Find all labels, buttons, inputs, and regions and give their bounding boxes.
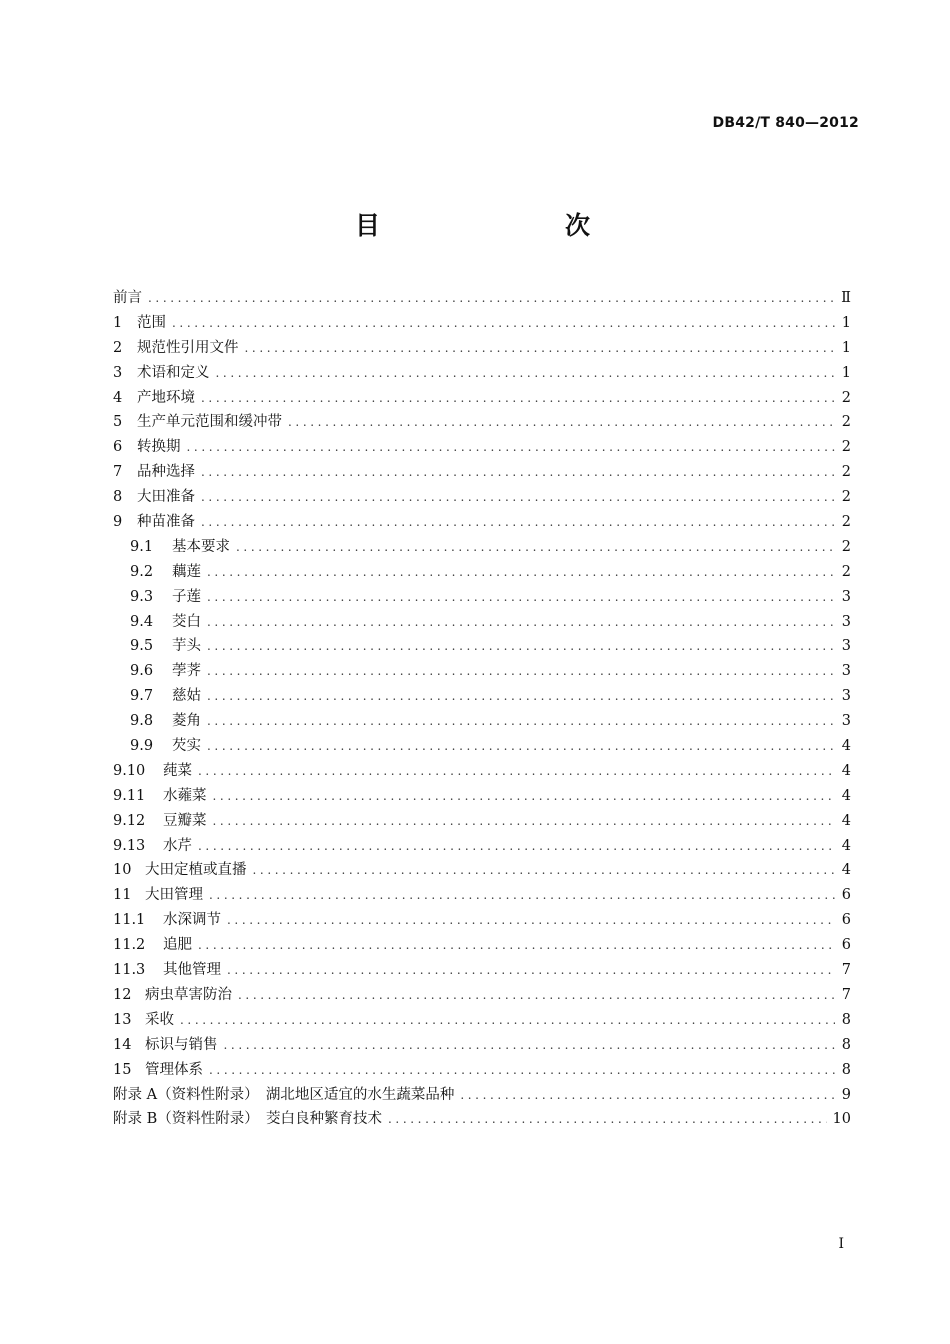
toc-entry-number: 9.4 <box>130 613 154 630</box>
toc-entry-number: 4 <box>113 389 123 406</box>
toc-entry-page: 4 <box>841 812 851 829</box>
toc-entry-number: 11.3 <box>113 962 146 979</box>
toc-entry-page: 3 <box>841 663 851 680</box>
toc-entry-label: 基本要求 <box>172 538 230 555</box>
toc-entry-number: 1 <box>113 314 123 331</box>
toc-entry-number: 11.1 <box>113 912 146 929</box>
toc-entry-number: 9.1 <box>130 538 154 555</box>
toc-entry-page: 2 <box>841 514 851 531</box>
toc-dot-leader <box>209 1058 835 1083</box>
toc-entry-page: 2 <box>841 414 851 431</box>
toc-entry[interactable] <box>113 435 851 460</box>
toc-entry[interactable] <box>113 759 851 784</box>
toc-dot-leader <box>238 983 835 1008</box>
toc-entry[interactable] <box>113 610 851 635</box>
toc-entry-label: 采收 <box>145 1011 174 1028</box>
toc-dot-leader <box>207 709 835 734</box>
toc-entry-label: 术语和定义 <box>137 364 210 381</box>
toc-entry-number: 11.2 <box>113 937 146 954</box>
toc-entry-number: 9.6 <box>130 663 154 680</box>
toc-entry-page: 7 <box>841 962 851 979</box>
page-number: I <box>838 1236 844 1252</box>
toc-dot-leader <box>198 834 835 859</box>
toc-entry-page: 2 <box>841 464 851 481</box>
toc-entry[interactable] <box>113 983 851 1008</box>
toc-entry-number: 9.3 <box>130 588 154 605</box>
document-code: DB42/T 840—2012 <box>712 115 859 131</box>
toc-entry[interactable] <box>113 858 851 883</box>
toc-entry-page: 8 <box>841 1011 851 1028</box>
toc-entry-label: 大田管理 <box>145 887 203 904</box>
toc-dot-leader <box>207 659 835 684</box>
toc-entry-label: 水深调节 <box>163 912 221 929</box>
toc-entry-page: 8 <box>841 1061 851 1078</box>
toc-entry-page: 8 <box>841 1036 851 1053</box>
toc-entry-page: 6 <box>841 887 851 904</box>
toc-entry-label: 慈姑 <box>172 688 201 705</box>
toc-entry-page: 1 <box>841 314 851 331</box>
toc-entry-page: 2 <box>841 439 851 456</box>
toc-entry-number: 3 <box>113 364 123 381</box>
toc-entry-label: 其他管理 <box>163 962 221 979</box>
toc-entry-page: 3 <box>841 688 851 705</box>
table-of-contents <box>113 286 851 1132</box>
toc-entry-number: 9.5 <box>130 638 154 655</box>
toc-entry-page: 3 <box>841 613 851 630</box>
toc-dot-leader <box>148 286 835 311</box>
toc-entry-page: 4 <box>841 862 851 879</box>
toc-dot-leader <box>388 1107 827 1132</box>
toc-entry-number: 15 <box>113 1061 132 1078</box>
toc-entry-label: 芡实 <box>172 738 201 755</box>
toc-entry-label: 追肥 <box>163 937 192 954</box>
toc-entry-label: 水蕹菜 <box>163 787 207 804</box>
toc-entry-label: 范围 <box>137 314 166 331</box>
toc-entry[interactable] <box>113 410 851 435</box>
toc-entry[interactable] <box>113 809 851 834</box>
toc-entry-number: 2 <box>113 339 123 356</box>
toc-entry[interactable] <box>113 585 851 610</box>
toc-entry-number: 9.12 <box>113 812 146 829</box>
toc-entry[interactable] <box>113 1058 851 1083</box>
toc-entry[interactable] <box>113 933 851 958</box>
toc-entry-label: 豆瓣菜 <box>163 812 207 829</box>
toc-entry-label: 莼菜 <box>163 762 192 779</box>
toc-entry-number: 9.8 <box>130 713 154 730</box>
toc-dot-leader <box>180 1008 835 1033</box>
toc-entry[interactable] <box>113 958 851 983</box>
toc-dot-leader <box>201 510 835 535</box>
toc-entry-label: 品种选择 <box>137 464 195 481</box>
toc-entry-label: 病虫草害防治 <box>145 986 232 1003</box>
toc-dot-leader <box>207 560 835 585</box>
toc-entry-number: 9.11 <box>113 787 146 804</box>
toc-entry-page: 3 <box>841 588 851 605</box>
toc-entry[interactable] <box>113 1083 851 1108</box>
toc-dot-leader <box>216 361 836 386</box>
toc-entry-label: 附录 A（资料性附录） 湖北地区适宜的水生蔬菜品种 <box>113 1086 455 1103</box>
toc-entry-number: 12 <box>113 986 132 1003</box>
toc-dot-leader <box>201 485 835 510</box>
toc-entry[interactable] <box>113 386 851 411</box>
toc-entry-page: 1 <box>841 339 851 356</box>
toc-entry-number: 9 <box>113 514 123 531</box>
toc-entry[interactable] <box>113 1107 851 1132</box>
toc-dot-leader <box>253 858 836 883</box>
toc-entry-label: 产地环境 <box>137 389 195 406</box>
toc-entry-page: 4 <box>841 837 851 854</box>
toc-entry-page: 4 <box>841 787 851 804</box>
toc-entry-label: 大田准备 <box>137 489 195 506</box>
toc-dot-leader <box>172 311 835 336</box>
toc-dot-leader <box>207 634 835 659</box>
toc-entry-number: 9.10 <box>113 762 146 779</box>
toc-entry-label: 生产单元范围和缓冲带 <box>137 414 282 431</box>
toc-entry-number: 5 <box>113 414 123 431</box>
toc-entry-label: 茭白 <box>172 613 201 630</box>
toc-dot-leader <box>224 1033 836 1058</box>
toc-entry-label: 标识与销售 <box>145 1036 218 1053</box>
toc-entry-page: 10 <box>832 1111 851 1128</box>
toc-entry-page: 2 <box>841 489 851 506</box>
toc-entry-page: 6 <box>841 937 851 954</box>
toc-dot-leader <box>207 734 835 759</box>
toc-entry-page: 4 <box>841 738 851 755</box>
toc-entry-number: 9.2 <box>130 563 154 580</box>
toc-entry-label: 附录 B（资料性附录） 茭白良种繁育技术 <box>113 1111 383 1128</box>
toc-entry-number: 13 <box>113 1011 132 1028</box>
toc-entry[interactable] <box>113 659 851 684</box>
toc-entry-label: 前言 <box>113 290 142 306</box>
toc-dot-leader <box>198 933 835 958</box>
toc-entry[interactable] <box>113 535 851 560</box>
toc-entry-page: 3 <box>841 638 851 655</box>
toc-entry-number: 8 <box>113 489 123 506</box>
toc-entry-number: 9.9 <box>130 738 154 755</box>
toc-dot-leader <box>207 610 835 635</box>
toc-dot-leader <box>227 908 835 933</box>
toc-entry-page: 3 <box>841 713 851 730</box>
toc-dot-leader <box>207 585 835 610</box>
toc-entry[interactable] <box>113 560 851 585</box>
toc-entry[interactable] <box>113 908 851 933</box>
toc-dot-leader <box>227 958 835 983</box>
toc-entry-label: 荸荠 <box>172 663 201 680</box>
toc-entry-page: 1 <box>841 364 851 381</box>
toc-dot-leader <box>209 883 835 908</box>
toc-entry-number: 14 <box>113 1036 132 1053</box>
toc-entry-number: 11 <box>113 887 132 904</box>
toc-entry[interactable] <box>113 510 851 535</box>
toc-entry[interactable] <box>113 361 851 386</box>
toc-entry[interactable] <box>113 311 851 336</box>
toc-entry-label: 种苗准备 <box>137 514 195 531</box>
toc-entry[interactable] <box>113 1033 851 1058</box>
toc-entry-label: 转换期 <box>137 439 181 456</box>
toc-entry[interactable] <box>113 460 851 485</box>
toc-dot-leader <box>236 535 835 560</box>
toc-entry-page: 2 <box>841 563 851 580</box>
toc-entry[interactable] <box>113 834 851 859</box>
toc-entry-page: 9 <box>841 1086 851 1103</box>
toc-entry-label: 藕莲 <box>172 563 201 580</box>
toc-dot-leader <box>213 784 836 809</box>
toc-dot-leader <box>213 809 836 834</box>
toc-entry-number: 9.13 <box>113 837 146 854</box>
toc-entry-label: 规范性引用文件 <box>137 339 239 356</box>
toc-entry-page: 4 <box>841 762 851 779</box>
toc-entry-page: 2 <box>841 538 851 555</box>
toc-entry-page: 6 <box>841 912 851 929</box>
toc-dot-leader <box>245 336 836 361</box>
toc-entry-label: 芋头 <box>172 638 201 655</box>
toc-entry-page: 7 <box>841 986 851 1003</box>
toc-entry-page: Ⅱ <box>841 290 851 306</box>
page-title: 目 次 <box>354 211 635 240</box>
toc-entry[interactable] <box>113 734 851 759</box>
toc-entry-label: 子莲 <box>172 588 201 605</box>
toc-entry-label: 大田定植或直播 <box>145 862 247 879</box>
toc-entry[interactable] <box>113 485 851 510</box>
toc-dot-leader <box>198 759 835 784</box>
toc-entry[interactable] <box>113 336 851 361</box>
toc-entry-label: 管理体系 <box>145 1061 203 1078</box>
toc-entry-number: 9.7 <box>130 688 154 705</box>
toc-entry-number: 6 <box>113 439 123 456</box>
toc-entry[interactable] <box>113 684 851 709</box>
toc-dot-leader <box>187 435 836 460</box>
toc-entry-number: 7 <box>113 464 123 481</box>
toc-entry[interactable] <box>113 784 851 809</box>
toc-entry[interactable] <box>113 1008 851 1033</box>
toc-entry-label: 水芹 <box>163 837 192 854</box>
toc-dot-leader <box>288 410 835 435</box>
toc-entry[interactable] <box>113 709 851 734</box>
toc-entry[interactable] <box>113 883 851 908</box>
toc-dot-leader <box>460 1083 835 1108</box>
toc-dot-leader <box>201 460 835 485</box>
toc-entry[interactable] <box>113 286 851 311</box>
toc-dot-leader <box>201 386 835 411</box>
toc-entry-label: 菱角 <box>172 713 201 730</box>
toc-dot-leader <box>207 684 835 709</box>
toc-entry-page: 2 <box>841 389 851 406</box>
toc-entry[interactable] <box>113 634 851 659</box>
toc-entry-number: 10 <box>113 862 132 879</box>
